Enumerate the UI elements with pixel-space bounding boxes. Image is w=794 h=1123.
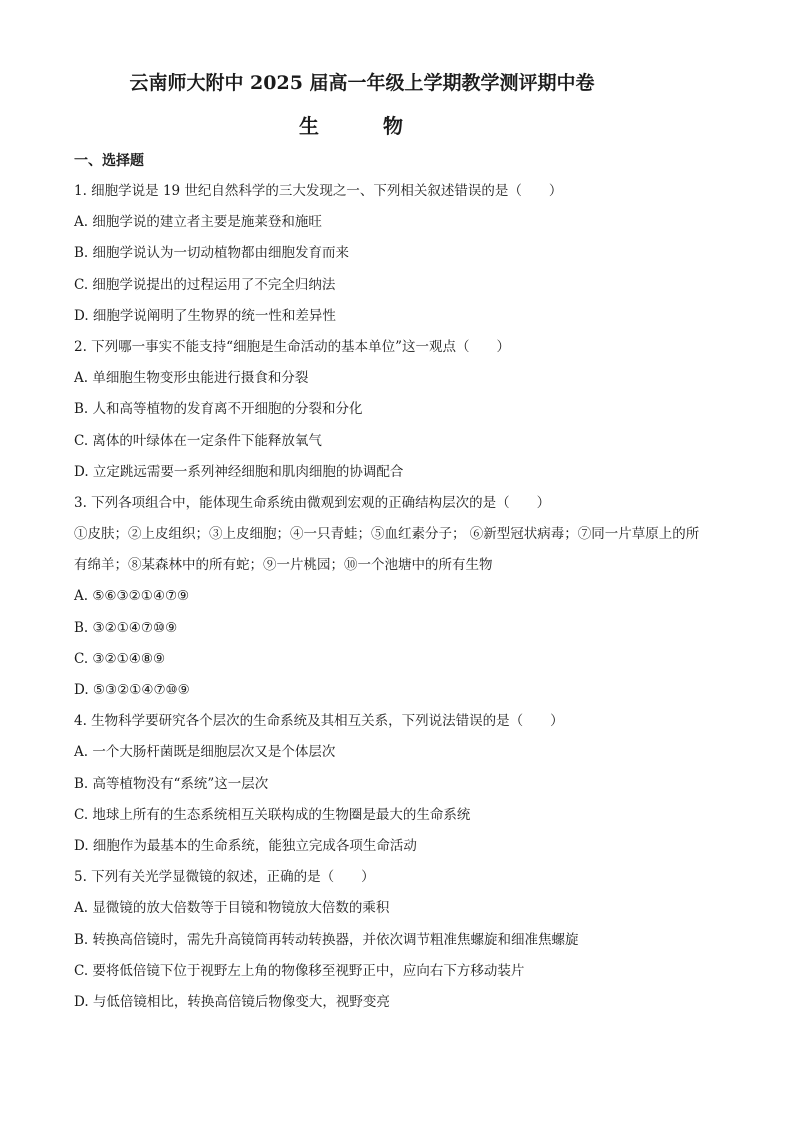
exam-title: 云南师大附中 2025 届高一年级上学期教学测评期中卷 (129, 72, 595, 94)
option-b: B. 转换高倍镜时，需先升高镜筒再转动转换器，并依次调节粗准焦螺旋和细准焦螺旋 (74, 931, 579, 948)
question-stem: 2. 下列哪一事实不能支持“细胞是生命活动的基本单位”这一观点（ ） (74, 338, 510, 355)
question-material-line: ①皮肤；②上皮组织；③上皮细胞；④一只青蛙；⑤血红素分子； ⑥新型冠状病毒；⑦同一片草原上的所 (74, 526, 700, 543)
question-stem: 1. 细胞学说是 19 世纪自然科学的三大发现之一、下列相关叙述错误的是（ ） (74, 183, 563, 199)
option-d: D. 细胞学说阐明了生物界的统一性和差异性 (74, 307, 336, 324)
exam-subject: 生 物 (299, 114, 425, 138)
option-a: A. 单细胞生物变形虫能进行摄食和分裂 (74, 370, 309, 387)
option-d: D. 与低倍镜相比，转换高倍镜后物像变大，视野变亮 (74, 993, 390, 1010)
section-heading: 一、选择题 (74, 153, 144, 169)
question-stem: 3. 下列各项组合中，能体现生命系统由微观到宏观的正确结构层次的是（ ） (74, 494, 551, 511)
option-c: C. 离体的叶绿体在一定条件下能释放氧气 (74, 432, 322, 449)
question-material-line: 有绵羊；⑧某森林中的所有蛇；⑨一片桃园；⑩一个池塘中的所有生物 (74, 557, 493, 574)
question-stem: 5. 下列有关光学显微镜的叙述，正确的是（ ） (74, 869, 375, 886)
option-d: D. 立定跳远需要一系列神经细胞和肌肉细胞的协调配合 (74, 463, 404, 480)
option-d: D. 细胞作为最基本的生命系统，能独立完成各项生命活动 (74, 837, 417, 854)
option-a: A. 细胞学说的建立者主要是施莱登和施旺 (74, 214, 322, 231)
option-a: A. ⑤⑥③②①④⑦⑨ (74, 588, 190, 605)
option-d: D. ⑤③②①④⑦⑩⑨ (74, 682, 190, 698)
option-c: C. ③②①④⑧⑨ (74, 650, 166, 667)
question-list (74, 176, 726, 1018)
option-b: B. ③②①④⑦⑩⑨ (74, 619, 178, 636)
option-b: B. 细胞学说认为一切动植物都由细胞发育而来 (74, 245, 350, 262)
option-b: B. 高等植物没有“系统”这一层次 (74, 775, 269, 792)
option-b: B. 人和高等植物的发育离不开细胞的分裂和分化 (74, 401, 363, 418)
option-c: C. 地球上所有的生态系统相互关联构成的生物圈是最大的生命系统 (74, 806, 471, 823)
question-stem: 4. 生物科学要研究各个层次的生命系统及其相互关系，下列说法错误的是（ ） (74, 713, 564, 730)
option-a: A. 一个大肠杆菌既是细胞层次又是个体层次 (74, 744, 336, 761)
option-c: C. 要将低倍镜下位于视野左上角的物像移至视野正中，应向右下方移动装片 (74, 962, 525, 979)
option-c: C. 细胞学说提出的过程运用了不完全归纳法 (74, 276, 336, 293)
option-a: A. 显微镜的放大倍数等于目镜和物镜放大倍数的乘积 (74, 900, 390, 917)
